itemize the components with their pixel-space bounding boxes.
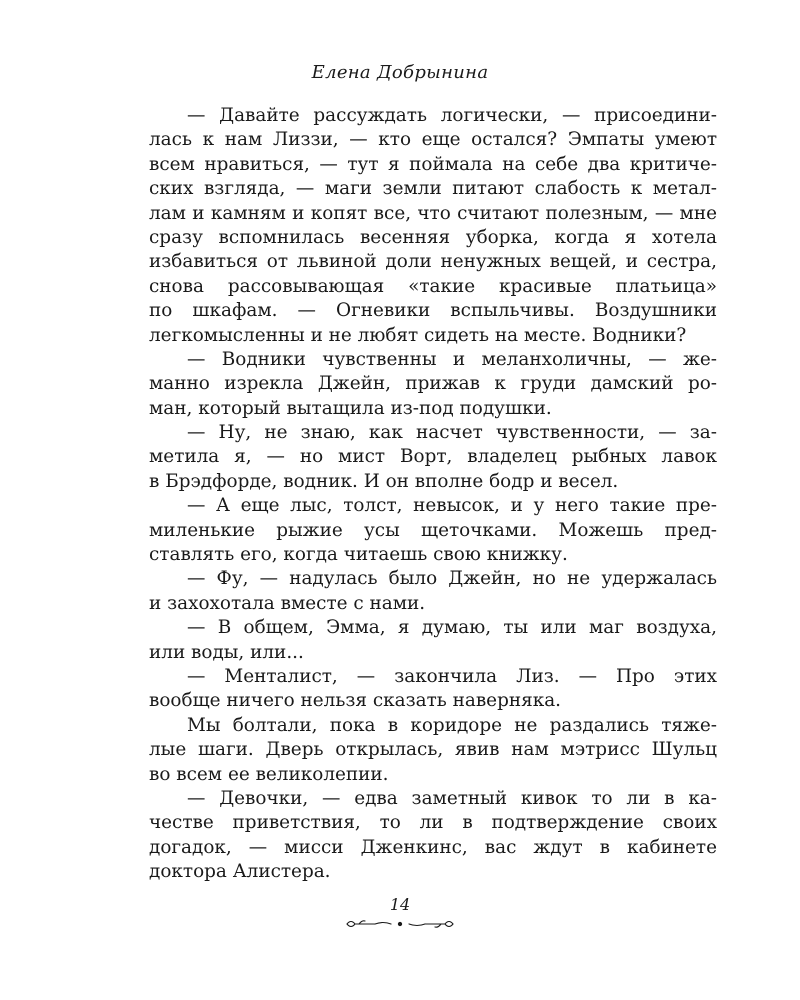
page-number: 14 xyxy=(389,895,411,914)
text-line: легкомысленны и не любят сидеть на месте. Водники? xyxy=(149,324,687,346)
text-line: — Менталист, — закончила Лиз. — Про этих xyxy=(187,665,717,687)
text-line: ставлять его, когда читаешь свою книжку. xyxy=(149,544,568,566)
text-line: честве приветствия, то ли в подтверждение своих xyxy=(149,812,717,834)
text-line: лась к нам Лиззи, — кто еще остался? Эмпаты умеют xyxy=(149,129,717,151)
text-line: — В общем, Эмма, я думаю, ты или маг воздуха, xyxy=(187,617,717,639)
text-line: доктора Алистера. xyxy=(149,861,331,883)
text-line: — Ну, не знаю, как насчет чувственности, — за- xyxy=(187,422,717,444)
vine-flourish-icon xyxy=(345,916,455,932)
text-line: по шкафам. — Огневики вспыльчивы. Воздушники xyxy=(149,300,717,322)
running-head-author: Елена Добрынина xyxy=(311,62,489,83)
text-line: в Брэдфорде, водник. И он вполне бодр и весел. xyxy=(149,470,619,492)
text-line: Мы болтали, пока в коридоре не раздались тяже- xyxy=(187,714,717,736)
text-line: сразу вспомнилась весенняя уборка, когда я хотела xyxy=(149,226,717,248)
text-line: и захохотала вместе с нами. xyxy=(149,592,426,614)
text-line: метила я, — но мист Ворт, владелец рыбных лавок xyxy=(149,446,717,468)
text-line: — Водники чувственны и меланхоличны, — же- xyxy=(187,348,717,370)
text-line: — Фу, — надулась было Джейн, но не удержалась xyxy=(187,568,717,590)
text-line: догадок, — мисси Дженкинс, вас ждут в кабинете xyxy=(149,836,717,858)
body-text xyxy=(149,104,717,885)
text-line: во всем ее великолепии. xyxy=(149,763,389,785)
text-line: вообще ничего нельзя сказать наверняка. xyxy=(149,690,562,712)
text-line: ман, который вытащила из-под подушки. xyxy=(149,397,552,419)
text-line: — Девочки, — едва заметный кивок то ли в ка- xyxy=(187,787,717,809)
text-line: избавиться от львиной доли ненужных вещей, и сестра, xyxy=(149,251,717,273)
text-line: снова рассовывающая «такие красивые платьица» xyxy=(149,275,717,297)
text-line: миленькие рыжие усы щеточками. Можешь пред- xyxy=(149,519,717,541)
text-line: манно изрекла Джейн, прижав к груди дамский ро- xyxy=(149,373,717,395)
page-footer xyxy=(0,896,800,932)
text-line: — Давайте рассуждать логически, — присоедини- xyxy=(187,105,717,126)
text-line: ских взгляда, — маги земли питают слабость к метал- xyxy=(149,178,717,200)
text-line: или воды, или... xyxy=(149,641,304,663)
text-line: лые шаги. Дверь открылась, явив нам мэтрисс Шульц xyxy=(149,739,717,761)
text-line: лам и камням и копят все, что считают полезным, — мне xyxy=(149,202,717,224)
text-line: — А еще лыс, толст, невысок, и у него такие пре- xyxy=(187,495,717,517)
text-line: всем нравиться, — тут я поймала на себе два критиче- xyxy=(149,153,717,175)
